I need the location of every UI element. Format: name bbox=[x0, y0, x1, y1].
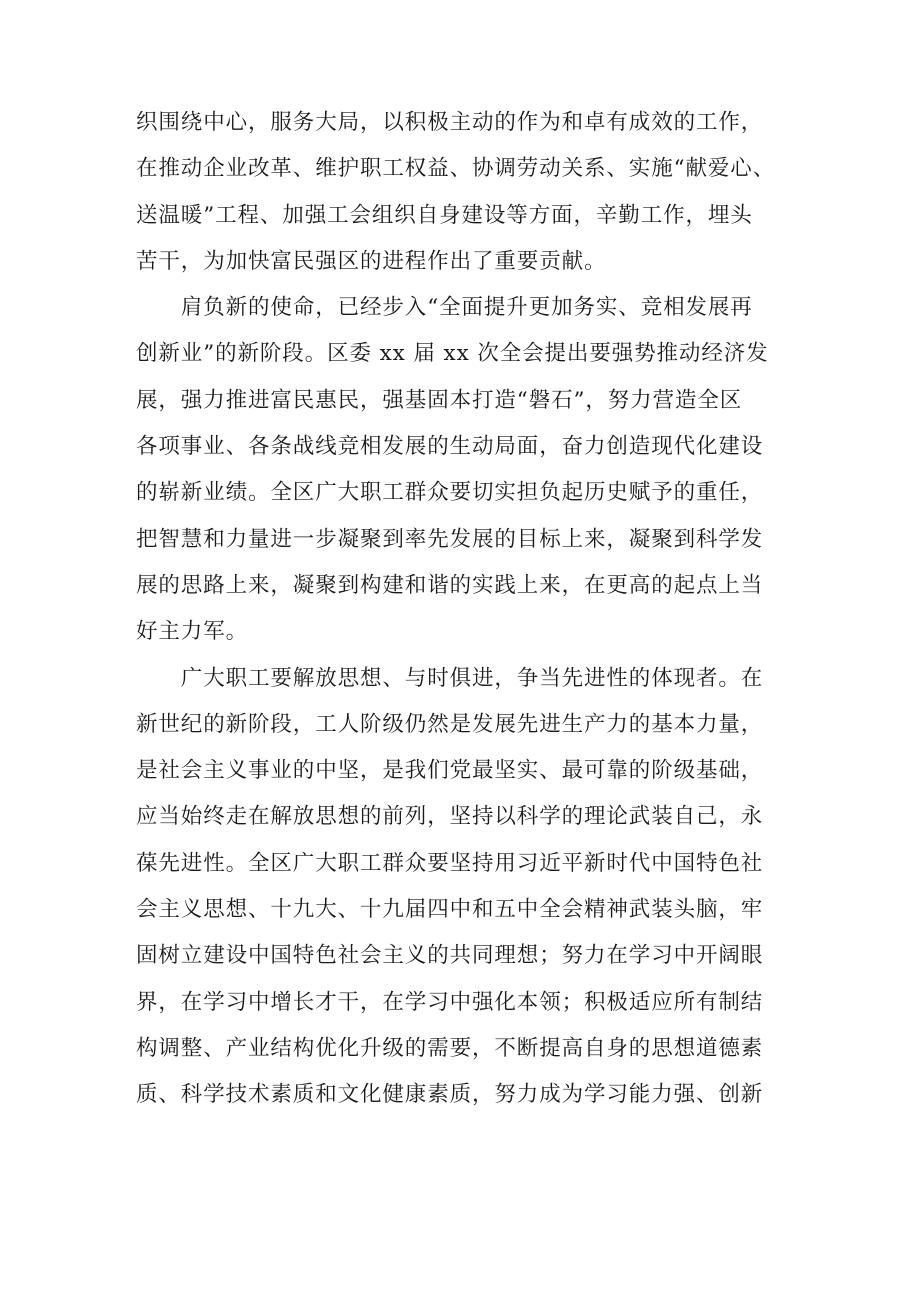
text-line: 是社会主义事业的中坚，是我们党最坚实、最可靠的阶级基础， bbox=[136, 758, 764, 784]
text-line: 的崭新业绩。全区广大职工群众要切实担负起历史赋予的重任， bbox=[136, 480, 764, 506]
text-line: 应当始终走在解放思想的前列，坚持以科学的理论武装自己，永 bbox=[136, 804, 764, 830]
text-line: 展，强力推进富民惠民，强基固本打造“磐石”，努力营造全区 bbox=[136, 387, 743, 413]
text-line: 质、科学技术素质和文化健康素质，努力成为学习能力强、创新 bbox=[136, 1082, 764, 1108]
text-line: 好主力军。 bbox=[136, 619, 249, 645]
paragraph-start-line: 广大职工要解放思想、与时俱进，争当先进性的体现者。在 bbox=[136, 665, 764, 691]
text-line: 展的思路上来，凝聚到构建和谐的实践上来，在更高的起点上当 bbox=[136, 572, 764, 598]
text-line: 固树立建设中国特色社会主义的共同理想；努力在学习中开阔眼 bbox=[136, 943, 764, 969]
text-line: 织围绕中心，服务大局，以积极主动的作为和卓有成效的工作， bbox=[136, 110, 764, 135]
text-line: 界，在学习中增长才干，在学习中强化本领；积极适应所有制结 bbox=[136, 989, 764, 1015]
paragraph-start-line: 肩负新的使命，已经步入“全面提升更加务实、竞相发展再 bbox=[136, 295, 753, 321]
text-line: 创新业”的新阶段。区委 xx 届 xx 次全会提出要强势推动经济发 bbox=[136, 341, 769, 367]
text-line: 在推动企业改革、维护职工权益、协调劳动关系、实施“献爱心、 bbox=[136, 156, 776, 182]
body-text bbox=[136, 100, 796, 1119]
text-line: 构调整、产业结构优化升级的需要，不断提高自身的思想道德素 bbox=[136, 1035, 764, 1061]
text-line: 送温暖”工程、加强工会组织自身建设等方面，辛勤工作，埋头 bbox=[136, 202, 753, 228]
text-line: 苦干，为加快富民强区的进程作出了重要贡献。 bbox=[136, 248, 607, 274]
text-line: 各项事业、各条战线竞相发展的生动局面，奋力创造现代化建设 bbox=[136, 434, 764, 460]
text-line: 葆先进性。全区广大职工群众要坚持用习近平新时代中国特色社 bbox=[136, 850, 764, 876]
text-line: 把智慧和力量进一步凝聚到率先发展的目标上来，凝聚到科学发 bbox=[136, 526, 764, 552]
text-line: 新世纪的新阶段，工人阶级仍然是发展先进生产力的基本力量， bbox=[136, 711, 764, 737]
text-line: 会主义思想、十九大、十九届四中和五中全会精神武装头脑，牢 bbox=[136, 897, 764, 923]
